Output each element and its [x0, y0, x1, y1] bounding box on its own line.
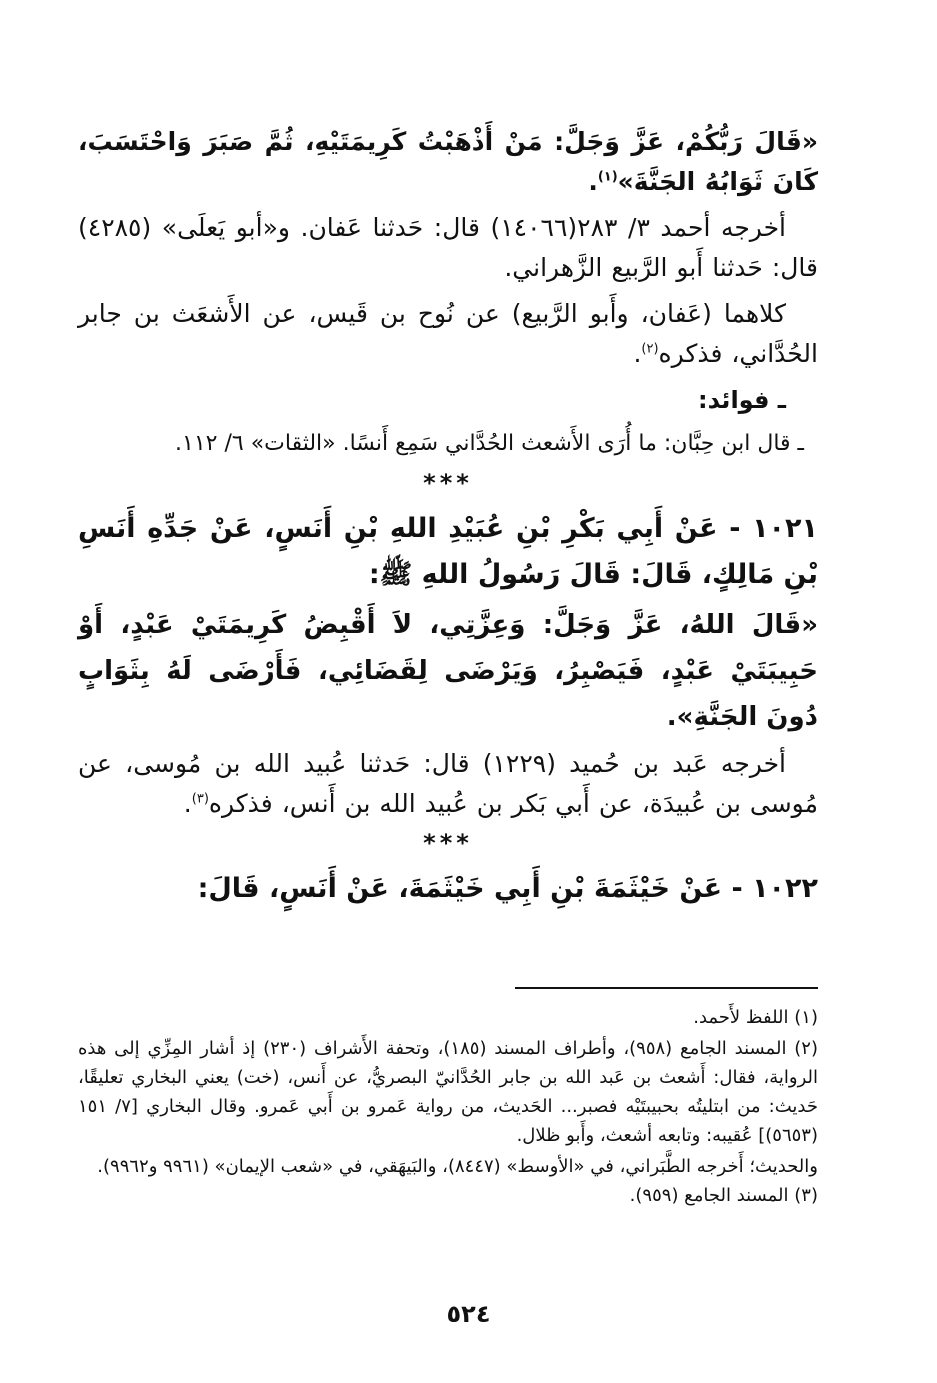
page-body: [78, 122, 818, 916]
footnote-1: (١) اللفظ لأَحمد.: [693, 1007, 818, 1028]
hadith-1021-heading: ١٠٢١ - عَنْ أَبِي بَكْرِ بْنِ عُبَيْدِ اللهِ بْنِ أَنَسٍ، عَنْ جَدِّهِ أَنَسِ بْنِ مَالِكٍ، قَالَ: قَالَ رَسُولُ اللهِ ﷺ:: [78, 513, 818, 590]
takhrij-paragraph-3: أخرجه عَبد بن حُميد (١٢٢٩) قال: حَدثنا عُبيد الله بن مُوسى، عن مُوسى بن عُبيدَة، عن أَبي بَكر بن عُبيد الله بن أَنس، فذكره$^{(٣)}$.: [78, 749, 818, 818]
footnote-ref-1: (١): [597, 169, 618, 185]
section-separator-2: ***: [423, 829, 473, 857]
footnote-divider: [515, 987, 818, 989]
hadith-quote-1: «قَالَ رَبُّكُمْ، عَزَّ وَجَلَّ: مَنْ أَذْهَبْتُ كَرِيمَتَيْهِ، ثُمَّ صَبَرَ وَاحْتَسَبَ، كَانَ ثَوَابُهُ الجَنَّةَ»$^{(١)}$.: [78, 127, 818, 196]
takhrij-paragraph-2: كلاهما (عَفان، وأَبو الرَّبيع) عن نُوح بن قَيس، عن الأَشعَث بن جابر الحُدَّاني، فذكره$^{(٢)}$.: [78, 299, 818, 368]
footnote-2-continued: والحديث؛ أَخرجه الطَّبَراني، في «الأوسط» (٨٤٤٧)، والبَيهَقي، في «شعب الإيمان» (٩٩٦١ و٩٩٦٢).: [97, 1156, 818, 1177]
hadith-1022-heading: ١٠٢٢ - عَنْ خَيْثَمَةَ بْنِ أَبِي خَيْثَمَةَ، عَنْ أَنَسٍ، قَالَ:: [197, 873, 818, 904]
footnotes: [78, 1003, 818, 1212]
section-separator: ***: [423, 469, 473, 497]
footnote-3: (٣) المسند الجامع (٩٥٩).: [629, 1185, 818, 1206]
fawaid-note: ـ قال ابن حِبَّان: ما أُرَى الأَشعث الحُدَّاني سَمِع أَنسًا. «الثقات» ٦/ ١١٢.: [175, 431, 804, 456]
hadith-1021-text: «قَالَ اللهُ، عَزَّ وَجَلَّ: وَعِزَّتِي، لاَ أَقْبِضُ كَرِيمَتَيْ عَبْدٍ، أَوْ حَبِيبَتَيْ عَبْدٍ، فَيَصْبِرُ، وَيَرْضَى لِقَضَائِي، فَأَرْضَى لَهُ بِثَوَابٍ دُونَ الجَنَّةِ».: [78, 610, 818, 732]
footnote-ref-3: (٣): [191, 791, 209, 807]
page-number: ٥٢٤: [446, 1300, 491, 1328]
takhrij-paragraph-1: أخرجه أحمد ٣/ ٢٨٣(١٤٠٦٦) قال: حَدثنا عَفان. و«أبو يَعلَى» (٤٢٨٥) قال: حَدثنا أَبو الرَّبيع الزَّهراني.: [78, 213, 818, 282]
footnote-ref-2: (٢): [641, 341, 659, 357]
footnote-2: (٢) المسند الجامع (٩٥٨)، وأطراف المسند (١٨٥)، وتحفة الأَشراف (٢٣٠) إذ أشار المِزِّي إلى هذه الرواية، فقال: أَشعث بن عَبد الله بن جابر الحُدَّانيّ البصريُّ، عن أَنس، (خت) يعني البخاري تعليقًا، حَديث: من ابتليتُه بحبيبتَيْه فصبر... الحَديث، من رواية عَمرو بن أَبي عَمرو. وقال البخاري [٧/ ١٥١ (٥٦٥٣)] عُقيبه: وتابعه أشعث، وأَبو ظلال.: [78, 1038, 818, 1146]
fawaid-heading: ـ فوائد:: [697, 386, 786, 414]
